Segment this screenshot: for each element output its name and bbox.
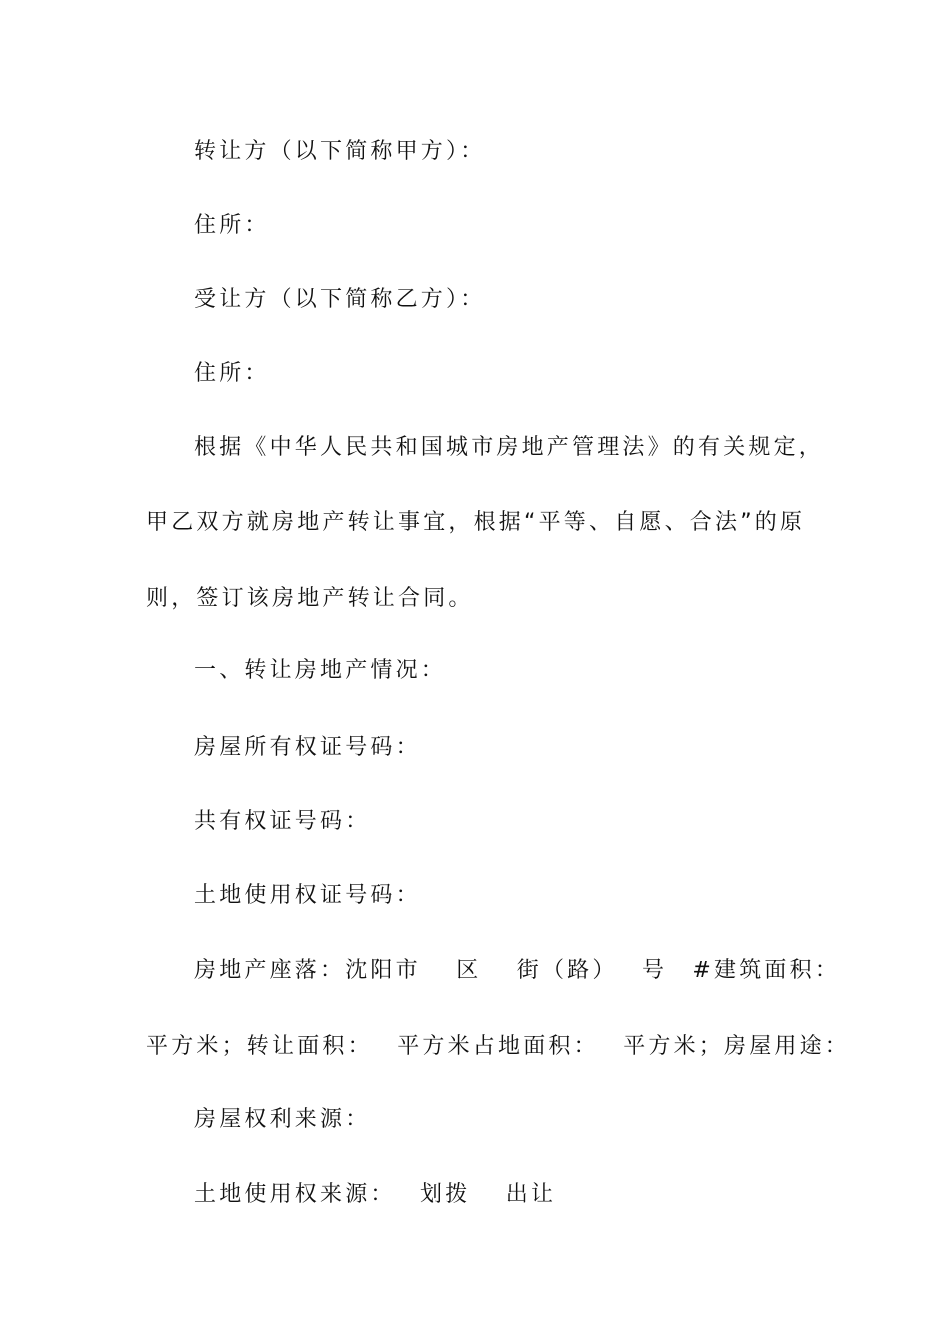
transferor-line: 转让方（以下简称甲方）： <box>194 139 486 164</box>
land-use-source-line: 土地使用权来源： 划拨 出让 <box>194 1182 557 1207</box>
co-ownership-cert-line: 共有权证号码： <box>194 809 371 834</box>
transferor-address-line: 住所： <box>194 213 270 238</box>
land-use-cert-line: 土地使用权证号码： <box>194 883 421 908</box>
transferee-line: 受让方（以下简称乙方）： <box>194 287 486 312</box>
preamble-line-1: 根据《中华人民共和国城市房地产管理法》的有关规定， <box>194 435 825 460</box>
right-source-line: 房屋权利来源： <box>194 1107 371 1132</box>
preamble-line-3: 则，签订该房地产转让合同。 <box>146 586 474 611</box>
ownership-cert-line: 房屋所有权证号码： <box>194 735 421 760</box>
transferee-address-line: 住所： <box>194 361 270 386</box>
section-heading-1: 一、转让房地产情况： <box>194 658 447 683</box>
property-location-line: 房地产座落：沈阳市 区 街（路） 号 #建筑面积： <box>194 958 841 983</box>
area-details-line: 平方米；转让面积： 平方米占地面积： 平方米；房屋用途： <box>146 1034 850 1059</box>
preamble-line-2: 甲乙双方就房地产转让事宜，根据“平等、自愿、合法”的原 <box>146 510 806 535</box>
